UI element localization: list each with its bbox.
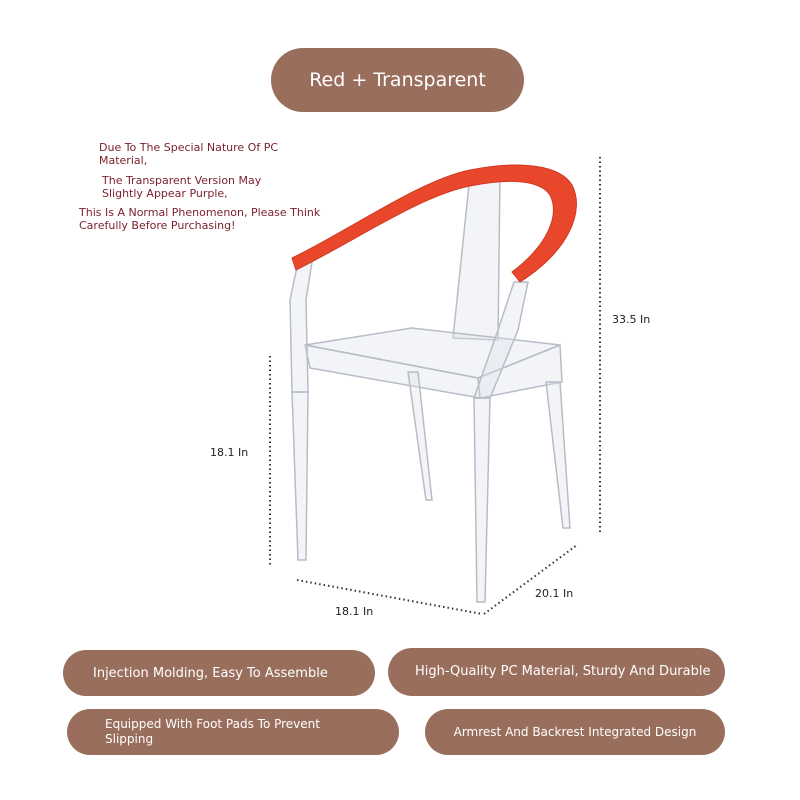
note-line-1: Due To The Special Nature Of PC Material, <box>99 141 279 167</box>
chair-backrest <box>453 172 500 340</box>
chair-leg-back-left <box>408 372 432 500</box>
chair-leg-back-right <box>546 382 570 528</box>
color-variant-label: Red + Transparent <box>309 69 486 91</box>
depth-dimension-label: 20.1 In <box>535 587 574 600</box>
height-dimension-label: 33.5 In <box>612 313 651 326</box>
width-dimension-label: 18.1 In <box>335 605 374 618</box>
feature-label: Equipped With Foot Pads To Prevent Slipping <box>105 717 320 746</box>
feature-badge <box>388 648 725 696</box>
depth-dimension-line <box>484 545 577 614</box>
feature-label: Armrest And Backrest Integrated Design <box>453 725 697 739</box>
width-dimension-line <box>297 580 482 614</box>
chair-arm-support-left <box>290 262 312 392</box>
note-line-2: The Transparent Version May Slightly Appear Purple, <box>102 174 262 200</box>
seat-height-dimension-label: 18.1 In <box>210 446 249 459</box>
feature-badge <box>425 709 725 755</box>
feature-label: Injection Molding, Easy To Assemble <box>93 665 328 681</box>
feature-badge <box>67 709 399 755</box>
chair-armrest-red <box>292 165 576 282</box>
chair-leg-front-left <box>292 392 308 560</box>
chair-leg-front-right <box>474 398 490 602</box>
feature-badge <box>63 650 375 696</box>
note-line-3: This Is A Normal Phenomenon, Please Think Carefully Before Purchasing! <box>79 206 321 232</box>
feature-label: High-Quality PC Material, Sturdy And Durable <box>415 664 711 679</box>
